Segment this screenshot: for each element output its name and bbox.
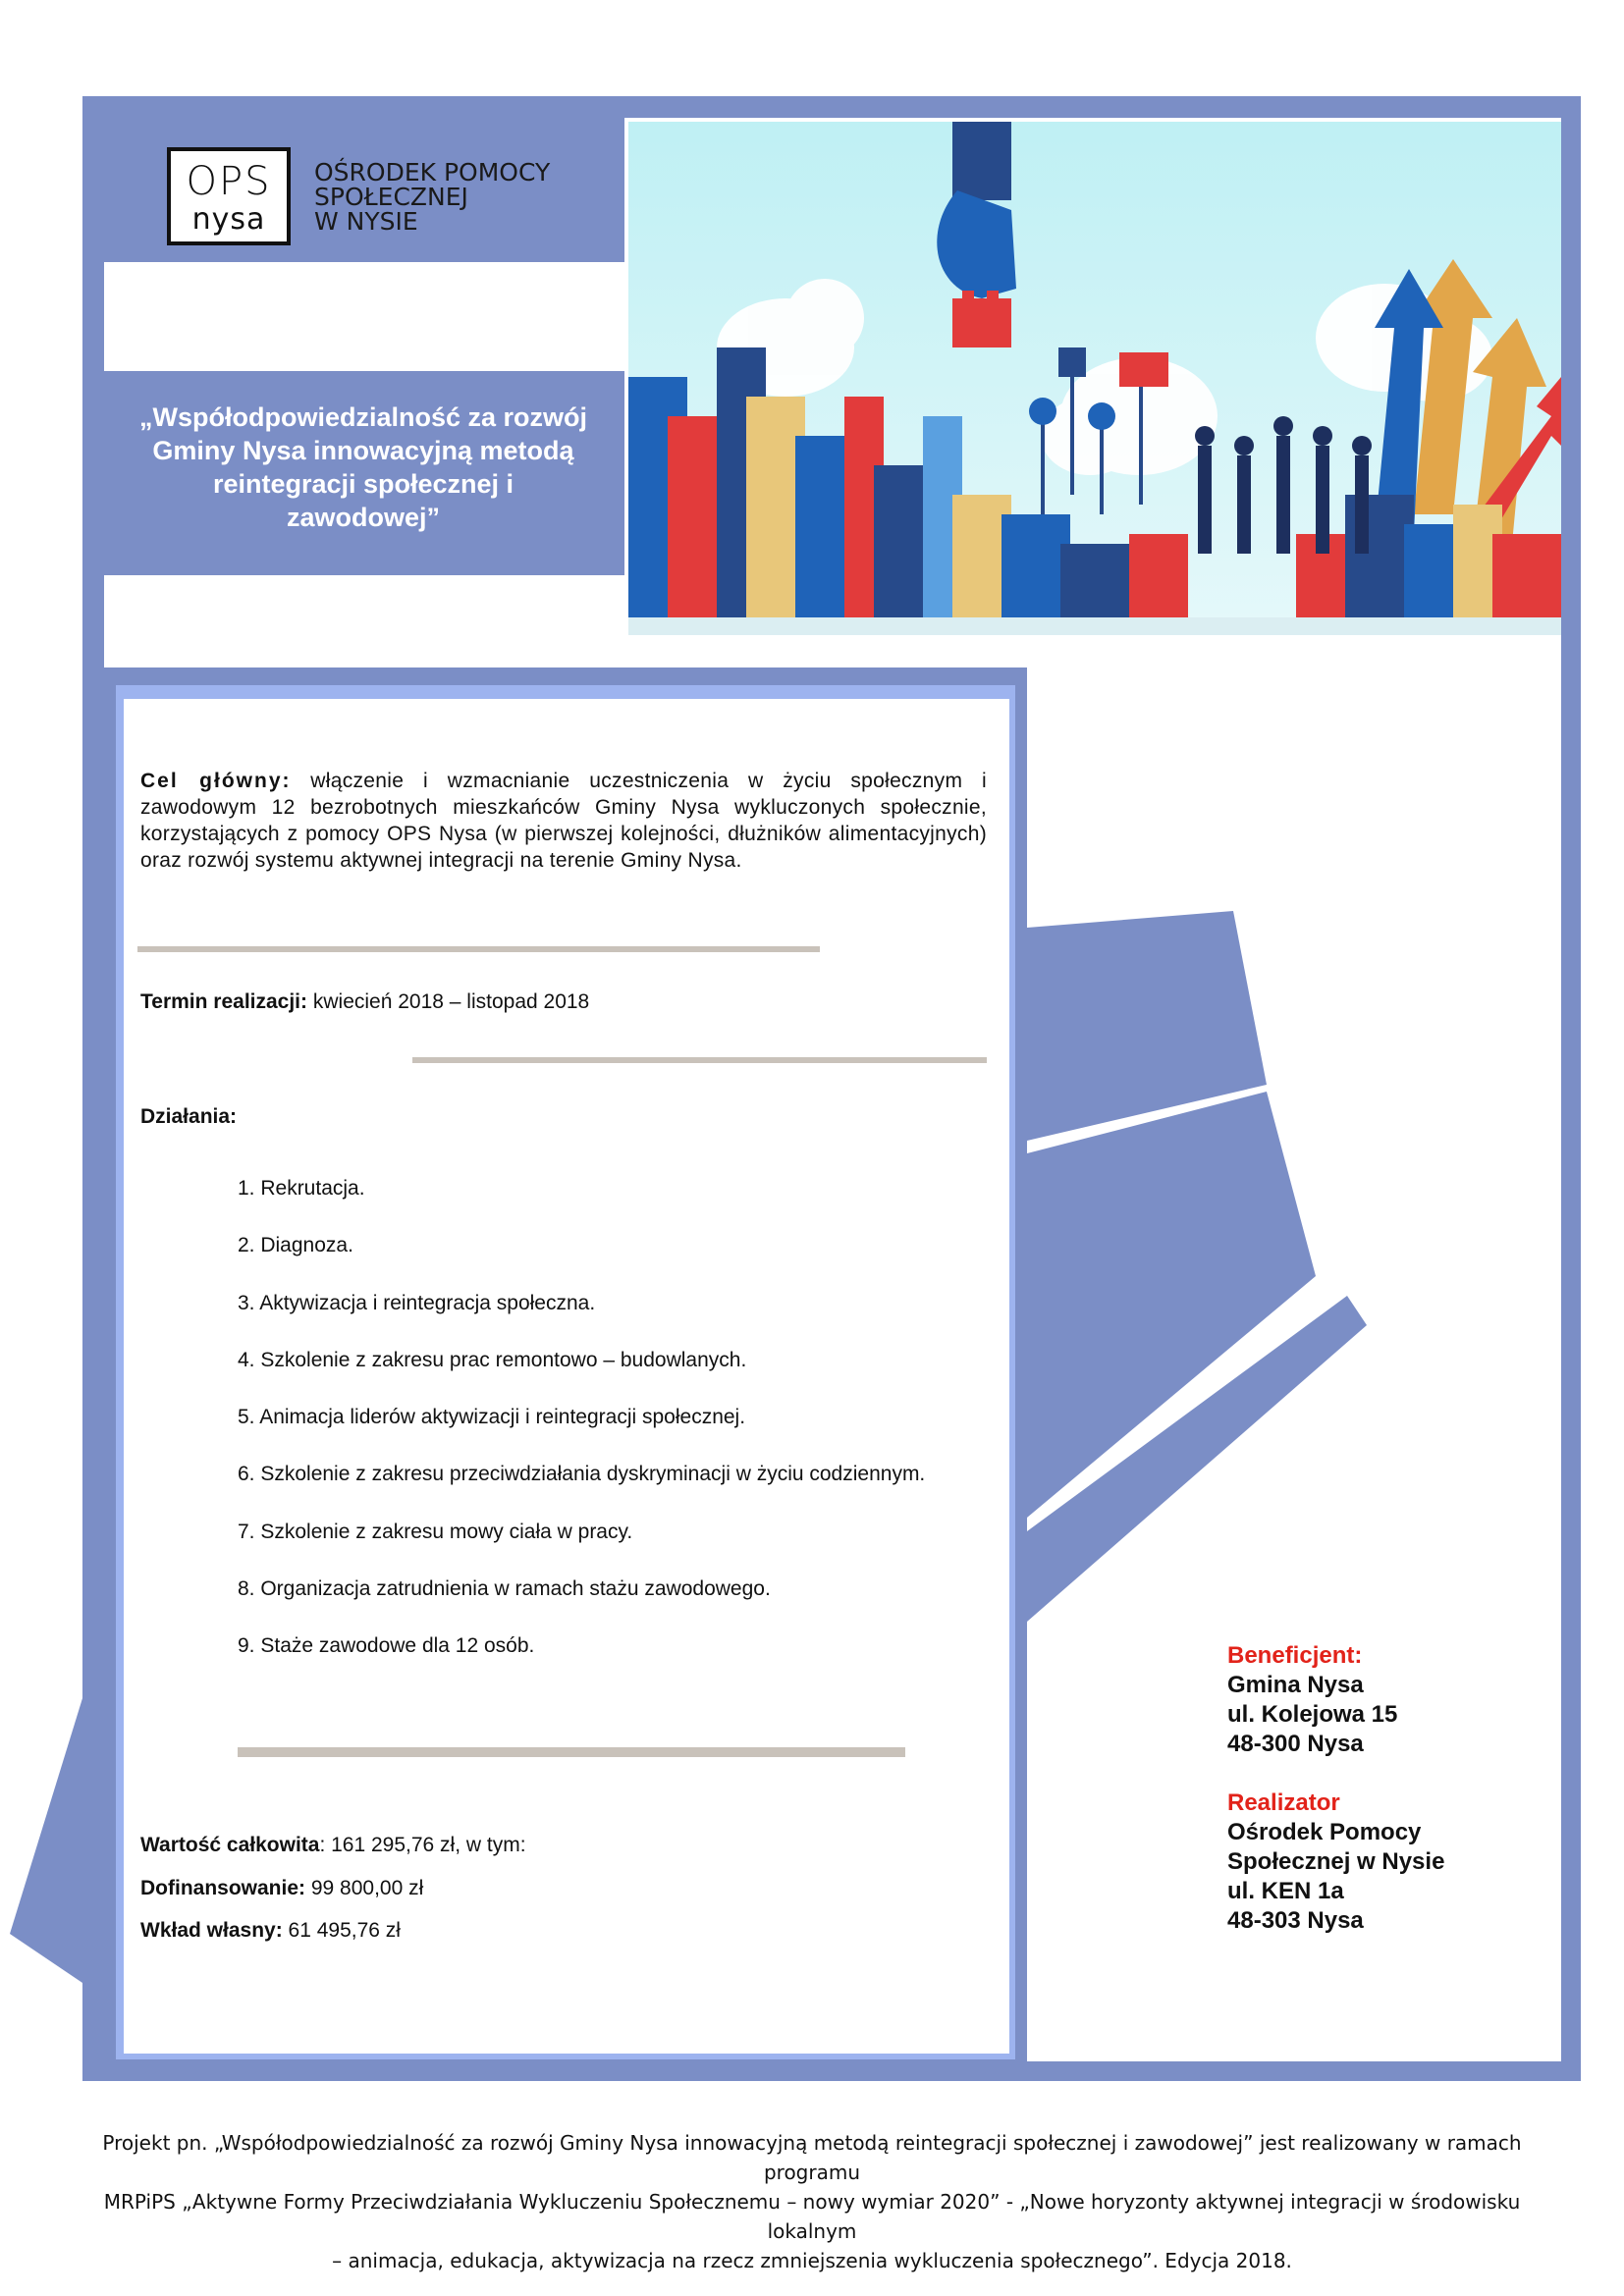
city-illustration [628, 122, 1561, 635]
total-value-line [140, 1832, 526, 1858]
implementer-label: Realizator [1227, 1789, 1340, 1816]
term-line [140, 988, 589, 1015]
divider [412, 1057, 987, 1063]
list-item: 6. Szkolenie z zakresu przeciwdziałania dyskryminacji w życiu codziennym. [238, 1463, 926, 1486]
cofinancing-label: Dofinansowanie: [140, 1877, 306, 1899]
divider [238, 1747, 905, 1757]
own-contribution-line [140, 1917, 401, 1944]
beneficiary-line: 48-300 Nysa [1227, 1731, 1364, 1757]
cofinancing-value: 99 800,00 zł [310, 1877, 424, 1899]
actions-heading [140, 1103, 237, 1130]
footer-note [98, 2128, 1526, 2275]
logo-mark-bottom: nysa [191, 202, 266, 237]
beneficiary-line: ul. Kolejowa 15 [1227, 1701, 1398, 1728]
list-item: 7. Szkolenie z zakresu mowy ciała w pracy. [238, 1520, 633, 1543]
cofinancing-line [140, 1875, 423, 1901]
logo-mark-top: OPS [186, 159, 272, 204]
list-item: 2. Diagnoza. [238, 1234, 353, 1257]
implementer-line: ul. KEN 1a [1227, 1878, 1344, 1904]
implementer-line: Społecznej w Nysie [1227, 1848, 1445, 1875]
spacer [1227, 1759, 1444, 1789]
goal-text: włączenie i wzmacnianie uczestniczenia w życiu społecznym i zawodowym 12 bezrobotnych mieszkańców Gminy Nysa wykluczonych społecznie, korzystających z pomocy OPS Nysa (w pierwszej kolejności, dłużników alimentacyjnych) oraz rozwój systemu aktywnej integracji na terenie Gminy Nysa. [140, 770, 987, 872]
list-item: 5. Animacja liderów aktywizacji i reintegracji społecznej. [238, 1406, 746, 1429]
shape-left [10, 1698, 82, 1983]
actions-list [238, 1160, 925, 1676]
list-item: 9. Staże zawodowe dla 12 osób. [238, 1634, 535, 1658]
org-line-1: OŚRODEK POMOCY [314, 158, 551, 187]
list-item: 8. Organizacja zatrudnienia w ramach stażu zawodowego. [238, 1577, 771, 1601]
beneficiary-label: Beneficjent: [1227, 1642, 1363, 1669]
org-line-2: SPOŁECZNEJ [314, 183, 468, 211]
list-item: 4. Szkolenie z zakresu prac remontowo – budowlanych. [238, 1348, 747, 1371]
beneficiary-line: Gmina Nysa [1227, 1672, 1364, 1698]
list-item: 1. Rekrutacja. [238, 1177, 365, 1200]
goal-paragraph [140, 768, 987, 874]
total-value: : 161 295,76 zł, w tym: [319, 1834, 526, 1856]
total-label: Wartość całkowita [140, 1834, 320, 1856]
implementer-line: Ośrodek Pomocy [1227, 1819, 1422, 1845]
project-title: „Współodpowiedzialność za rozwój Gminy Nysa innowacyjną metodą reintegracji społecznej i zawodowej” [138, 402, 588, 532]
divider [137, 946, 820, 952]
footer-line: – animacja, edukacja, aktywizacja na rzecz zmniejszenia wykluczenia społecznego”. Edycja 2018. [332, 2249, 1292, 2272]
term-label: Termin realizacji: [140, 990, 308, 1013]
org-line-3: W NYSIE [314, 207, 418, 236]
organization-name [314, 160, 550, 234]
goal-label: Cel główny: [140, 770, 292, 792]
implementer-line: 48-303 Nysa [1227, 1907, 1364, 1934]
actions-label: Działania: [140, 1105, 238, 1128]
own-value: 61 495,76 zł [288, 1919, 401, 1942]
ops-logo [167, 147, 291, 245]
footer-line: Projekt pn. „Współodpowiedzialność za rozwój Gminy Nysa innowacyjną metodą reintegracji społecznej i zawodowej” jest realizowany w ramach programu [102, 2131, 1522, 2184]
term-value: kwiecień 2018 – listopad 2018 [312, 990, 590, 1013]
footer-line: MRPiPS „Aktywne Formy Przeciwdziałania Wykluczeniu Społecznemu – nowy wymiar 2020” - „Nowe horyzonty aktywnej integracji w środowisku lokalnym [103, 2190, 1521, 2243]
own-label: Wkład własny: [140, 1919, 283, 1942]
list-item: 3. Aktywizacja i reintegracja społeczna. [238, 1291, 596, 1314]
contact-info [1227, 1641, 1444, 1936]
